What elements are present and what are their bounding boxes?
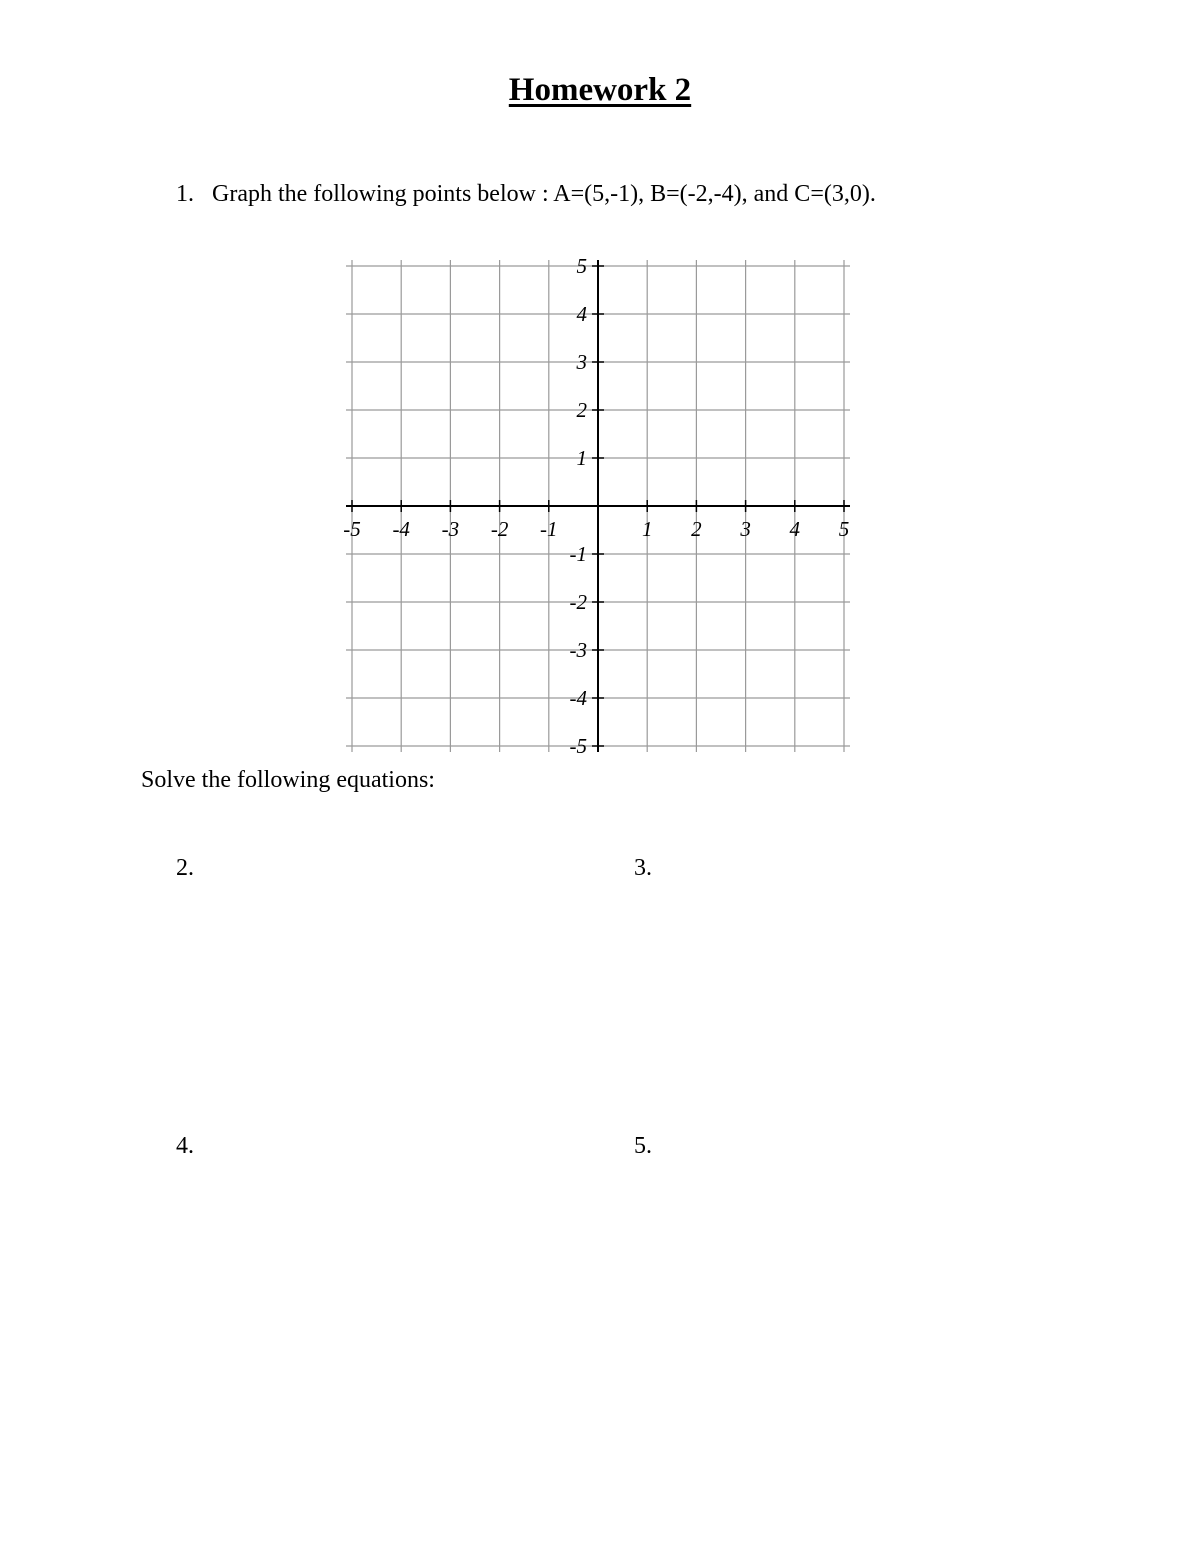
problem-5-number: 5. — [634, 1133, 652, 1159]
x-tick-label: -4 — [392, 517, 410, 541]
y-tick-label: 3 — [576, 350, 587, 374]
x-tick-label: 1 — [641, 517, 653, 541]
y-tick-label: -5 — [569, 734, 587, 758]
question-1-text: Graph the following points below : A=(5,-1), B=(-2,-4), and C=(3,0). — [212, 181, 876, 207]
y-tick-label: -3 — [569, 638, 587, 662]
x-tick-label: 4 — [789, 517, 801, 541]
problem-4-number: 4. — [176, 1133, 194, 1159]
page-title: Homework 2 — [508, 72, 692, 108]
x-tick-label: 2 — [691, 517, 702, 541]
x-tick-label: 5 — [838, 517, 850, 541]
problem-3-number: 3. — [634, 855, 652, 881]
x-tick-label: -1 — [540, 517, 558, 541]
coordinate-grid-svg — [340, 252, 860, 760]
y-tick-label: -4 — [569, 686, 587, 710]
x-tick-label: 3 — [740, 517, 751, 541]
solve-instructions: Solve the following equations: — [141, 767, 435, 793]
y-tick-label: 4 — [576, 302, 587, 326]
y-tick-label: 2 — [576, 398, 587, 422]
y-tick-label: 1 — [576, 446, 587, 470]
y-tick-label: -2 — [569, 590, 587, 614]
x-tick-label: -3 — [441, 517, 460, 541]
x-tick-label: -2 — [490, 517, 509, 541]
coordinate-grid — [340, 252, 860, 760]
question-1 — [176, 181, 876, 208]
question-1-number: 1. — [176, 181, 194, 207]
y-tick-label: 5 — [576, 254, 587, 278]
y-tick-label: -1 — [569, 542, 587, 566]
problem-2-number: 2. — [176, 855, 194, 881]
x-tick-label: -5 — [343, 517, 361, 541]
